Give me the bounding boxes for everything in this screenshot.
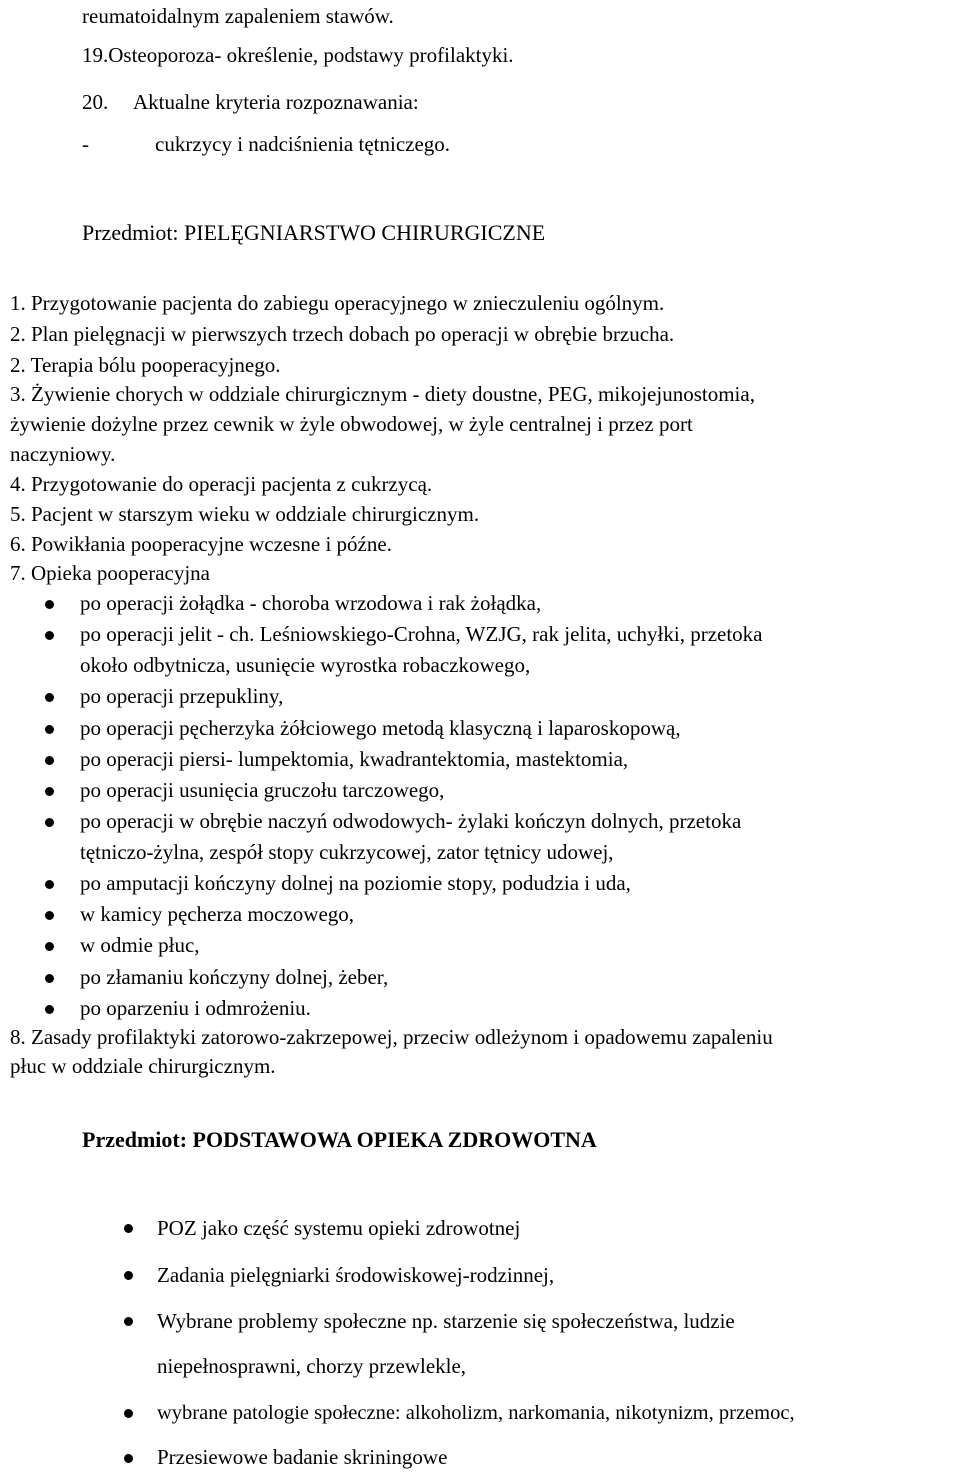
bullet-icon <box>45 974 54 983</box>
bullet-item: po amputacji kończyny dolnej na poziomie stopy, podudzia i uda, <box>80 871 631 895</box>
bullet-item: po operacji w obrębie naczyń odwodowych- żylaki kończyn dolnych, przetoka <box>80 809 742 833</box>
list-item: 3. Żywienie chorych w oddziale chirurgicznym - diety doustne, PEG, mikojejunostomia, <box>10 382 755 406</box>
list-item-number: 20. <box>82 90 109 114</box>
list-item: cukrzycy i nadciśnienia tętniczego. <box>155 132 451 156</box>
list-item: 2. Plan pielęgnacji w pierwszych trzech dobach po operacji w obrębie brzucha. <box>10 322 675 346</box>
list-item: 1. Przygotowanie pacjenta do zabiegu operacyjnego w znieczuleniu ogólnym. <box>10 291 665 315</box>
bullet-icon <box>45 818 54 827</box>
list-item: 8. Zasady profilaktyki zatorowo-zakrzepowej, przeciw odleżynom i opadowemu zapaleniu <box>10 1025 773 1049</box>
bullet-item: w kamicy pęcherza moczowego, <box>80 902 355 926</box>
bullet-item: po operacji usunięcia gruczołu tarczowego, <box>80 778 445 802</box>
bullet-item: Zadania pielęgniarki środowiskowej-rodzinnej, <box>157 1263 555 1287</box>
list-item: 5. Pacjent w starszym wieku w oddziale chirurgicznym. <box>10 502 480 526</box>
bullet-icon <box>45 600 54 609</box>
bullet-item: po operacji żołądka - choroba wrzodowa i rak żołądka, <box>80 591 542 615</box>
list-item: 7. Opieka pooperacyjna <box>10 561 211 585</box>
list-item-continuation: płuc w oddziale chirurgicznym. <box>10 1054 276 1078</box>
bullet-item: po operacji jelit - ch. Leśniowskiego-Crohna, WZJG, rak jelita, uchyłki, przetoka <box>80 622 763 646</box>
bullet-item-continuation: niepełnosprawni, chorzy przewlekle, <box>157 1354 467 1378</box>
list-item: 6. Powikłania pooperacyjne wczesne i późne. <box>10 532 392 556</box>
bullet-icon <box>45 942 54 951</box>
bullet-item-continuation: około odbytnicza, usunięcie wyrostka robaczkowego, <box>80 653 531 677</box>
bullet-icon <box>45 880 54 889</box>
bullet-item: Wybrane problemy społeczne np. starzenie się społeczeństwa, ludzie <box>157 1309 735 1333</box>
bullet-icon <box>45 693 54 702</box>
section-heading: Przedmiot: PIELĘGNIARSTWO CHIRURGICZNE <box>82 220 546 245</box>
bullet-icon <box>45 631 54 640</box>
bullet-icon <box>45 1005 54 1014</box>
list-item: żywienie dożylne przez cewnik w żyle obwodowej, w żyle centralnej i przez port <box>10 412 693 436</box>
bullet-icon <box>45 756 54 765</box>
dash-marker: - <box>82 132 89 156</box>
list-item: naczyniowy. <box>10 442 116 466</box>
bullet-icon <box>124 1454 133 1463</box>
bullet-item: po oparzeniu i odmrożeniu. <box>80 996 311 1020</box>
bullet-icon <box>124 1271 133 1280</box>
bullet-icon <box>45 787 54 796</box>
list-item: 4. Przygotowanie do operacji pacjenta z cukrzycą. <box>10 472 433 496</box>
list-item: 19.Osteoporoza- określenie, podstawy profilaktyki. <box>82 43 514 67</box>
bullet-icon <box>124 1409 133 1418</box>
text-line: reumatoidalnym zapaleniem stawów. <box>82 4 394 28</box>
bullet-icon <box>124 1317 133 1326</box>
section-heading: Przedmiot: PODSTAWOWA OPIEKA ZDROWOTNA <box>82 1127 597 1152</box>
bullet-item: wybrane patologie społeczne: alkoholizm, narkomania, nikotynizm, przemoc, <box>157 1402 795 1424</box>
bullet-icon <box>45 911 54 920</box>
bullet-item: po operacji pęcherzyka żółciowego metodą klasyczną i laparoskopową, <box>80 716 681 740</box>
bullet-item: po operacji przepukliny, <box>80 684 284 708</box>
bullet-item-continuation: tętniczo-żylna, zespół stopy cukrzycowej, zator tętnicy udowej, <box>80 840 614 864</box>
bullet-item: Przesiewowe badanie skriningowe <box>157 1445 448 1469</box>
bullet-icon <box>45 725 54 734</box>
bullet-item: w odmie płuc, <box>80 933 200 957</box>
bullet-item: po operacji piersi- lumpektomia, kwadrantektomia, mastektomia, <box>80 747 629 771</box>
bullet-item: po złamaniu kończyny dolnej, żeber, <box>80 965 389 989</box>
list-item: Aktualne kryteria rozpoznawania: <box>133 90 419 114</box>
bullet-item: POZ jako część systemu opieki zdrowotnej <box>157 1216 521 1240</box>
list-item: 2. Terapia bólu pooperacyjnego. <box>10 353 281 377</box>
bullet-icon <box>124 1224 133 1233</box>
